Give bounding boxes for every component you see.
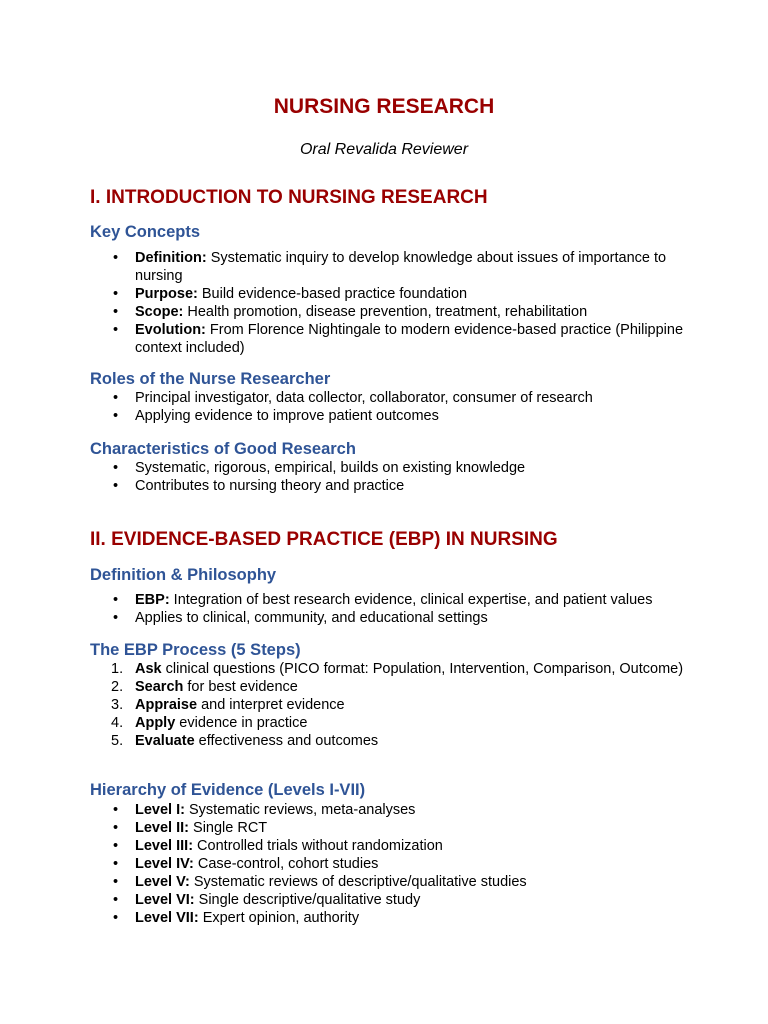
item-text: Single descriptive/qualitative study	[194, 892, 421, 908]
subsection-heading-roles: Roles of the Nurse Researcher	[90, 370, 331, 388]
item-term: EBP:	[135, 592, 170, 608]
key-concepts-list	[90, 249, 690, 357]
bullet-marker: •	[113, 408, 119, 424]
list-item	[90, 855, 690, 873]
item-text: Contributes to nursing theory and practice	[135, 478, 405, 494]
list-item	[90, 801, 690, 819]
list-item	[90, 819, 690, 837]
item-text: Integration of best research evidence, clinical expertise, and patient values	[169, 592, 653, 608]
bullet-marker: •	[113, 478, 119, 494]
list-item	[90, 389, 690, 407]
list-item	[90, 714, 690, 732]
list-item	[90, 477, 690, 495]
item-term: Level II:	[135, 820, 189, 836]
bullet-marker: •	[113, 250, 119, 266]
item-term: Level I:	[135, 802, 185, 818]
item-text: Principal investigator, data collector, collaborator, consumer of research	[135, 390, 593, 406]
item-text: Systematic inquiry to develop knowledge about issues of importance to nursing	[135, 250, 667, 284]
list-item	[90, 873, 690, 891]
list-item	[90, 321, 690, 357]
roles-list	[90, 389, 690, 425]
item-text: Health promotion, disease prevention, treatment, rehabilitation	[183, 304, 588, 320]
item-text: Build evidence-based practice foundation	[197, 286, 468, 302]
bullet-marker: •	[113, 610, 119, 626]
item-term: Evaluate	[135, 733, 195, 749]
item-text: Single RCT	[189, 820, 268, 836]
item-term: Definition:	[135, 250, 207, 266]
list-item	[90, 909, 690, 927]
item-text: clinical questions (PICO format: Population, Intervention, Comparison, Outcome)	[161, 661, 684, 677]
item-text: for best evidence	[183, 679, 298, 695]
list-item	[90, 249, 690, 285]
item-text: Expert opinion, authority	[198, 910, 360, 926]
list-item	[90, 609, 690, 627]
item-text: Systematic reviews of descriptive/qualitative studies	[189, 874, 527, 890]
item-term: Level IV:	[135, 856, 194, 872]
section-heading-ebp: II. EVIDENCE-BASED PRACTICE (EBP) IN NURSING	[90, 529, 558, 550]
bullet-marker: •	[113, 856, 119, 872]
subsection-heading-characteristics: Characteristics of Good Research	[90, 440, 356, 458]
definition-list	[90, 591, 690, 627]
bullet-marker: •	[113, 460, 119, 476]
bullet-marker: •	[113, 592, 119, 608]
item-text: and interpret evidence	[197, 697, 345, 713]
list-item	[90, 891, 690, 909]
list-item	[90, 285, 690, 303]
item-text: From Florence Nightingale to modern evidence-based practice (Philippine context included)	[135, 322, 684, 356]
characteristics-list	[90, 459, 690, 495]
list-item	[90, 678, 690, 696]
number-marker: 4.	[111, 715, 124, 731]
subsection-heading-hierarchy: Hierarchy of Evidence (Levels I-VII)	[90, 781, 366, 799]
document-subtitle: Oral Revalida Reviewer	[299, 141, 469, 158]
item-text: Case-control, cohort studies	[193, 856, 379, 872]
number-marker: 2.	[111, 679, 124, 695]
bullet-marker: •	[113, 322, 119, 338]
hierarchy-list	[90, 801, 690, 927]
item-term: Appraise	[135, 697, 198, 713]
list-item	[90, 303, 690, 321]
bullet-marker: •	[113, 892, 119, 908]
item-text: Systematic reviews, meta-analyses	[184, 802, 416, 818]
subsection-heading-definition: Definition & Philosophy	[90, 566, 277, 584]
section-heading-introduction: I. INTRODUCTION TO NURSING RESEARCH	[90, 187, 488, 208]
list-item	[90, 837, 690, 855]
number-marker: 3.	[111, 697, 124, 713]
item-text: Systematic, rigorous, empirical, builds on existing knowledge	[135, 460, 526, 476]
subsection-heading-key-concepts: Key Concepts	[90, 223, 201, 241]
bullet-marker: •	[113, 874, 119, 890]
list-item	[90, 459, 690, 477]
item-term: Purpose:	[135, 286, 198, 302]
document-title: NURSING RESEARCH	[273, 95, 495, 118]
item-term: Apply	[135, 715, 176, 731]
item-term: Level III:	[135, 838, 194, 854]
subsection-heading-ebp-process: The EBP Process (5 Steps)	[90, 641, 301, 659]
item-term: Ask	[135, 661, 162, 677]
bullet-marker: •	[113, 820, 119, 836]
item-term: Level VII:	[135, 910, 199, 926]
bullet-marker: •	[113, 910, 119, 926]
item-term: Scope:	[135, 304, 184, 320]
bullet-marker: •	[113, 390, 119, 406]
item-text: effectiveness and outcomes	[194, 733, 379, 749]
list-item	[90, 660, 690, 678]
list-item	[90, 696, 690, 714]
bullet-marker: •	[113, 304, 119, 320]
item-term: Search	[135, 679, 184, 695]
item-text: evidence in practice	[175, 715, 308, 731]
bullet-marker: •	[113, 838, 119, 854]
item-text: Applies to clinical, community, and educational settings	[135, 610, 488, 626]
bullet-marker: •	[113, 802, 119, 818]
item-text: Applying evidence to improve patient outcomes	[135, 408, 439, 424]
list-item	[90, 732, 690, 750]
bullet-marker: •	[113, 286, 119, 302]
number-marker: 1.	[111, 661, 124, 677]
item-text: Controlled trials without randomization	[193, 838, 443, 854]
list-item	[90, 407, 690, 425]
number-marker: 5.	[111, 733, 124, 749]
item-term: Level VI:	[135, 892, 195, 908]
item-term: Evolution:	[135, 322, 206, 338]
item-term: Level V:	[135, 874, 190, 890]
list-item	[90, 591, 690, 609]
ebp-process-list	[90, 660, 690, 750]
